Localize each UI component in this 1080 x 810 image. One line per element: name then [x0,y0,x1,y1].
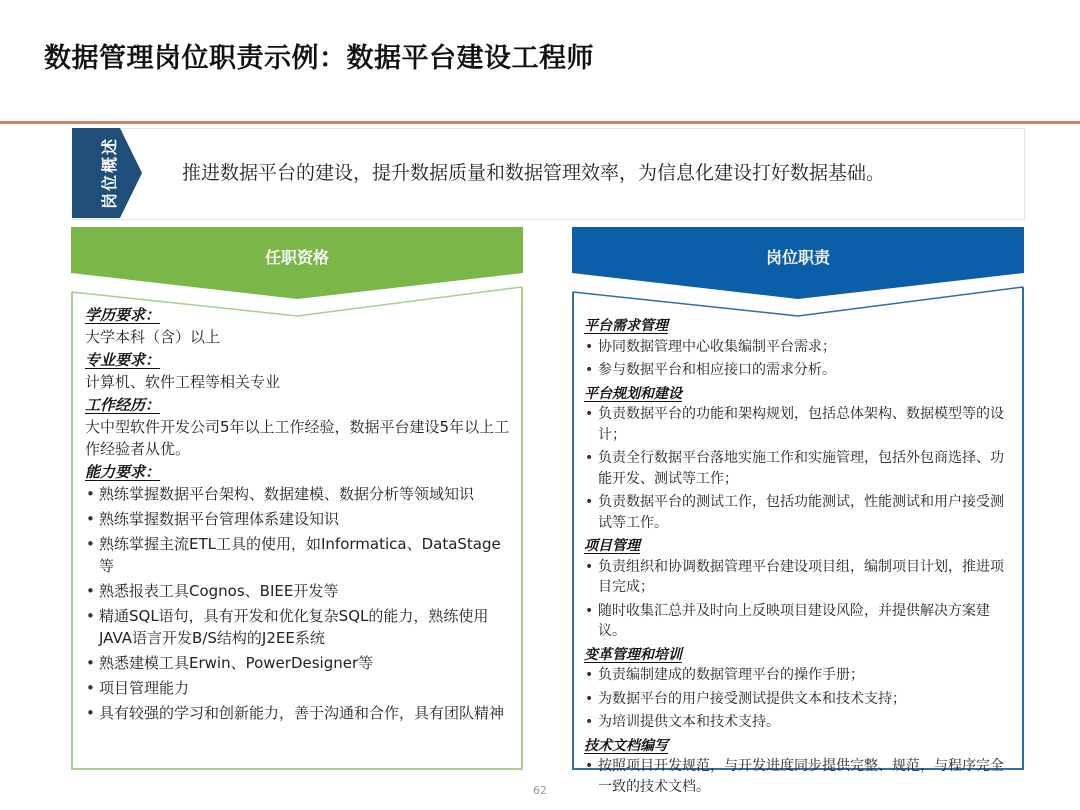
list-item: • 协同数据管理中心收集编制平台需求； [584,337,1014,358]
list-item: • 负责组织和协调数据管理平台建设项目组，编制项目计划，推进项目完成； [584,557,1014,598]
page-title: 数据管理岗位职责示例：数据平台建设工程师 [44,43,594,74]
section-title-experience: 工作经历： [85,396,161,414]
summary-tag-label: 岗位概述 [100,137,119,210]
qualifications-content [85,304,513,727]
skills-list [85,483,513,724]
summary-text: 推进数据平台的建设，提升数据质量和数据管理效率，为信息化建设打好数据基础。 [182,162,886,184]
requirements-list [584,337,1014,381]
project-list [584,557,1014,642]
list-item: • 为数据平台的用户接受测试提供文本和技术支持； [584,689,1014,710]
section-title-requirements: 平台需求管理 [584,318,668,334]
list-item: • 随时收集汇总并及时向上反映项目建设风险，并提供解决方案建议。 [584,601,1014,642]
section-title-major: 专业要求： [85,351,161,369]
list-item: • 精通SQL语句，具有开发和优化复杂SQL的能力，熟练使用JAVA语言开发B/S结构的J2EE系统 [85,605,513,649]
section-title-change: 变革管理和培训 [584,646,682,663]
list-item: • 为培训提供文本和技术支持。 [584,712,1014,733]
experience-text: 大中型软件开发公司5年以上工作经验，数据平台建设5年以上工作经验者从优。 [85,418,510,458]
list-item: • 熟练掌握数据平台架构、数据建模、数据分析等领域知识 [85,483,513,505]
list-item: • 参与数据平台和相应接口的需求分析。 [584,360,1014,381]
docs-list [584,756,1014,797]
list-item: • 具有较强的学习和创新能力，善于沟通和合作，具有团队精神 [85,702,513,724]
section-title-docs: 技术文档编写 [584,737,668,754]
education-text: 大学本科（含）以上 [85,328,221,346]
summary-tag [72,128,144,218]
planning-list [584,404,1014,533]
major-text: 计算机、软件工程等相关专业 [85,373,281,391]
list-item: • 熟练掌握数据平台管理体系建设知识 [85,508,513,530]
list-item: • 负责编制建成的数据管理平台的操作手册； [584,665,1014,686]
qualifications-title: 任职资格 [264,248,329,267]
list-item: • 负责全行数据平台落地实施工作和实施管理，包括外包商选择、功能开发、测试等工作； [584,448,1014,489]
page-number: 62 [533,784,547,797]
section-title-planning: 平台规划和建设 [584,385,682,402]
section-title-project: 项目管理 [584,538,640,554]
list-item: • 熟悉报表工具Cognos、BIEE开发等 [85,580,513,602]
list-item: • 负责数据平台的功能和架构规划，包括总体架构、数据模型等的设计； [584,404,1014,445]
list-item: • 项目管理能力 [85,677,513,699]
list-item: • 按照项目开发规范，与开发进度同步提供完整、规范，与程序完全一致的技术文档。 [584,756,1014,797]
list-item: • 负责数据平台的测试工作，包括功能测试，性能测试和用户接受测试等工作。 [584,492,1014,533]
list-item: • 熟练掌握主流ETL工具的使用，如Informatica、DataStage等 [85,533,513,577]
responsibilities-panel [572,286,1024,795]
section-title-education: 学历要求： [85,306,161,324]
title-divider [0,121,1080,124]
section-title-skills: 能力要求： [85,463,161,481]
responsibilities-title: 岗位职责 [765,248,830,267]
qualifications-panel [71,286,523,770]
list-item: • 熟悉建模工具Erwin、PowerDesigner等 [85,652,513,674]
change-list [584,665,1014,733]
responsibilities-content [584,316,1014,800]
